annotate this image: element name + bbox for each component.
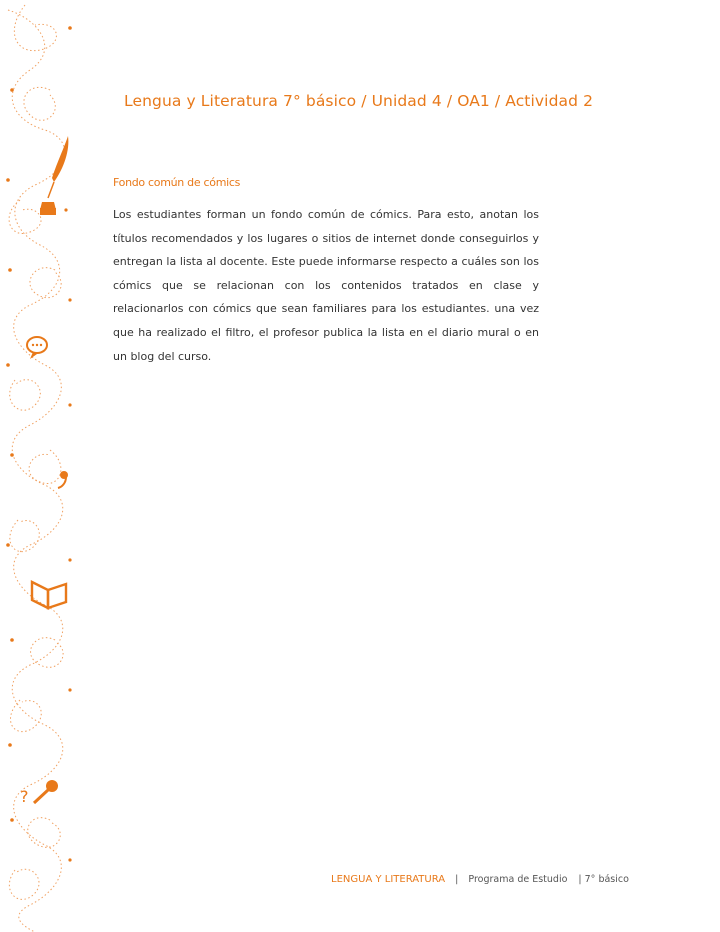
svg-text:?: ? [20,787,29,806]
footer-separator: | [455,874,459,885]
open-book-icon [32,582,66,608]
comma-icon [58,471,68,488]
footer-subject: LENGUA Y LITERATURA [331,874,446,885]
body-paragraph: Los estudiantes forman un fondo común de cómics. Para esto, anotan los títulos recomendados y los lugares o sitios de internet donde conseguirlos y entregan la lista al docente. Este puede informarse respecto a cuáles son los cómics que se relacionan con los contenidos tratados en clase y relacionarlos con cómics que sean familiares para los estudiantes. una vez que ha realizado el filtro, el profesor publica la lista en el diario mural o en un blog del curso. [113,208,539,363]
question-microphone-icon [20,780,58,806]
bag-icon [40,202,56,215]
decorative-border [0,0,90,932]
footer-grade: | 7° básico [578,874,629,885]
section-heading: Fondo común de cómics [113,176,241,189]
page-title: Lengua y Literatura 7° básico / Unidad 4 / OA1 / Actividad 2 [124,92,594,110]
page-footer [331,874,629,885]
footer-program: Programa de Estudio [468,874,568,885]
quill-icon [48,136,68,198]
